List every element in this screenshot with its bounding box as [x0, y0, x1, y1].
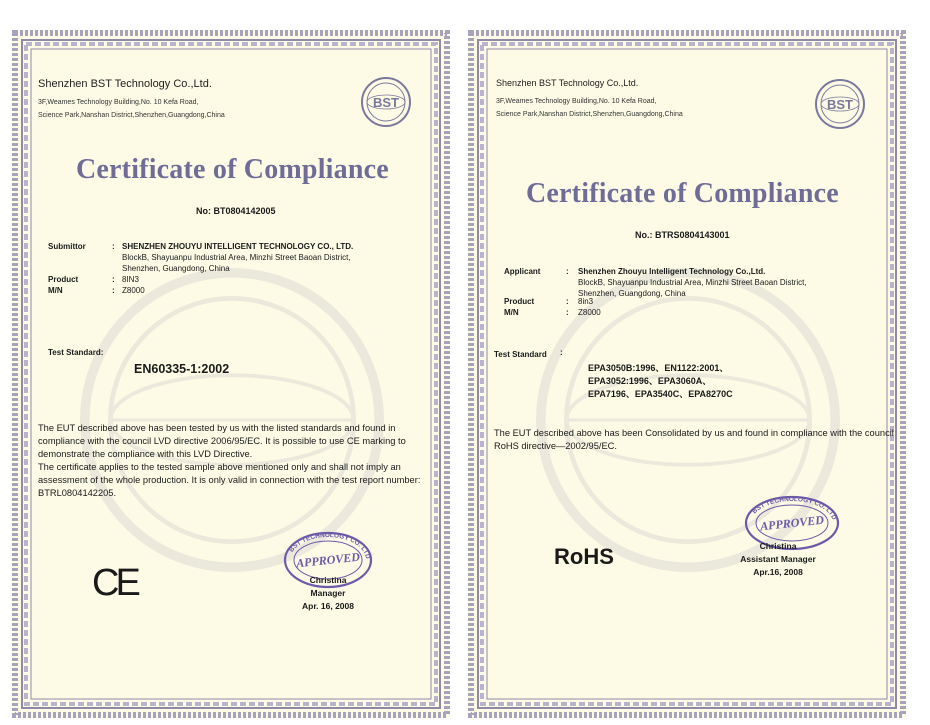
submittor-address-line1: BlockB, Shayuanpu Industrial Area, Minzhi Street Baoan District,: [122, 253, 351, 262]
signatory-name: Christina: [309, 575, 347, 585]
bst-logo-icon: [360, 76, 412, 128]
compliance-paragraph: The EUT described above has been Consolidated by us and found in compliance with the council RoHS directive—2002/95/EC.: [494, 428, 894, 451]
product-label: Product: [48, 275, 79, 284]
submittor-address-line2: Shenzhen, Guangdong, China: [122, 264, 230, 273]
certificate-number: No: BT0804142005: [196, 206, 276, 216]
colon: :: [566, 297, 569, 306]
signatory-title: Assistant Manager: [740, 554, 816, 564]
colon: :: [112, 286, 115, 295]
compliance-paragraph: The EUT described above has been tested by us with the listed standards and found in compliance with the council LVD directive 2006/95/EC. It is possible to use CE marking to demonstrate the compliance with this LVD Directive.: [38, 423, 406, 459]
company-name: Shenzhen BST Technology Co.,Ltd.: [38, 78, 212, 90]
mn-label: M/N: [48, 286, 63, 295]
signatory-title: Manager: [310, 588, 346, 598]
signature-date: Apr.16, 2008: [753, 567, 803, 577]
submittor-name: SHENZHEN ZHOUYU INTELLIGENT TECHNOLOGY CO., LTD.: [122, 242, 354, 251]
ce-mark-icon: CE: [92, 562, 137, 604]
bst-logo-icon: [814, 78, 866, 130]
colon: :: [112, 242, 115, 251]
applicant-address-line2: Shenzhen, Guangdong, China: [578, 289, 686, 298]
rohs-mark: RoHS: [554, 544, 614, 569]
test-standard-line-2: EPA3052:1996、EPA3060A、: [588, 376, 712, 386]
colon: :: [566, 308, 569, 317]
submittor-label: Submittor: [48, 242, 86, 251]
applicant-address-line1: BlockB, Shayuanpu Industrial Area, Minzhi Street Baoan District,: [578, 278, 807, 287]
product-label: Product: [504, 297, 535, 306]
signatory-name: Christina: [759, 541, 797, 551]
test-standard-line-3: EPA7196、EPA3540C、EPA8270C: [588, 389, 733, 399]
certificate-number: No.: BTRS0804143001: [635, 230, 730, 240]
test-standard-label: Test Standard: [494, 350, 547, 359]
svg-text:APPROVED: APPROVED: [295, 549, 361, 571]
company-address-line2: Science Park,Nanshan District,Shenzhen,Guangdong,China: [38, 112, 225, 119]
colon: :: [112, 275, 115, 284]
mn-value: Z8000: [122, 286, 145, 295]
applicant-name: Shenzhen Zhouyu Intelligent Technology Co.,Ltd.: [578, 267, 766, 276]
colon: :: [566, 267, 569, 276]
certificate-right: [468, 30, 906, 718]
product-value: 8IN3: [122, 275, 139, 284]
company-address-line1: 3F,Weames Technology Building,No. 10 Kefa Road,: [496, 98, 657, 105]
validity-paragraph: The certificate applies to the tested sample above mentioned only and shall not imply an assessment of the whole production. It is only valid in connection with the test report number: BTRL0804142205.: [38, 462, 421, 498]
svg-text:APPROVED: APPROVED: [759, 512, 825, 534]
svg-text:BST TECHNOLOGY CO. LTD: BST TECHNOLOGY CO. LTD: [751, 495, 838, 521]
svg-text:BST TECHNOLOGY CO. LTD: BST TECHNOLOGY CO. LTD: [288, 531, 372, 560]
company-address-line1: 3F,Weames Technology Building,No. 10 Kefa Road,: [38, 99, 199, 106]
test-standard-value: EN60335-1:2002: [134, 362, 230, 376]
company-name: Shenzhen BST Technology Co.,Ltd.: [496, 78, 639, 88]
product-value: 8in3: [578, 297, 594, 306]
mn-label: M/N: [504, 308, 519, 317]
mn-value: Z8000: [578, 308, 601, 317]
test-standard-label: Test Standard:: [48, 348, 104, 357]
svg-text:BST: BST: [827, 97, 853, 112]
test-standard-line-1: EPA3050B:1996、EN1122:2001、: [588, 363, 729, 373]
applicant-label: Applicant: [504, 267, 541, 276]
certificate-title: Certificate of Compliance: [526, 178, 839, 209]
certificate-left: [12, 30, 450, 718]
svg-text:BST: BST: [373, 95, 399, 110]
company-address-line2: Science Park,Nanshan District,Shenzhen,Guangdong,China: [496, 111, 683, 118]
signature-date: Apr. 16, 2008: [302, 601, 354, 611]
certificate-title: Certificate of Compliance: [76, 154, 389, 185]
colon: :: [560, 348, 563, 357]
